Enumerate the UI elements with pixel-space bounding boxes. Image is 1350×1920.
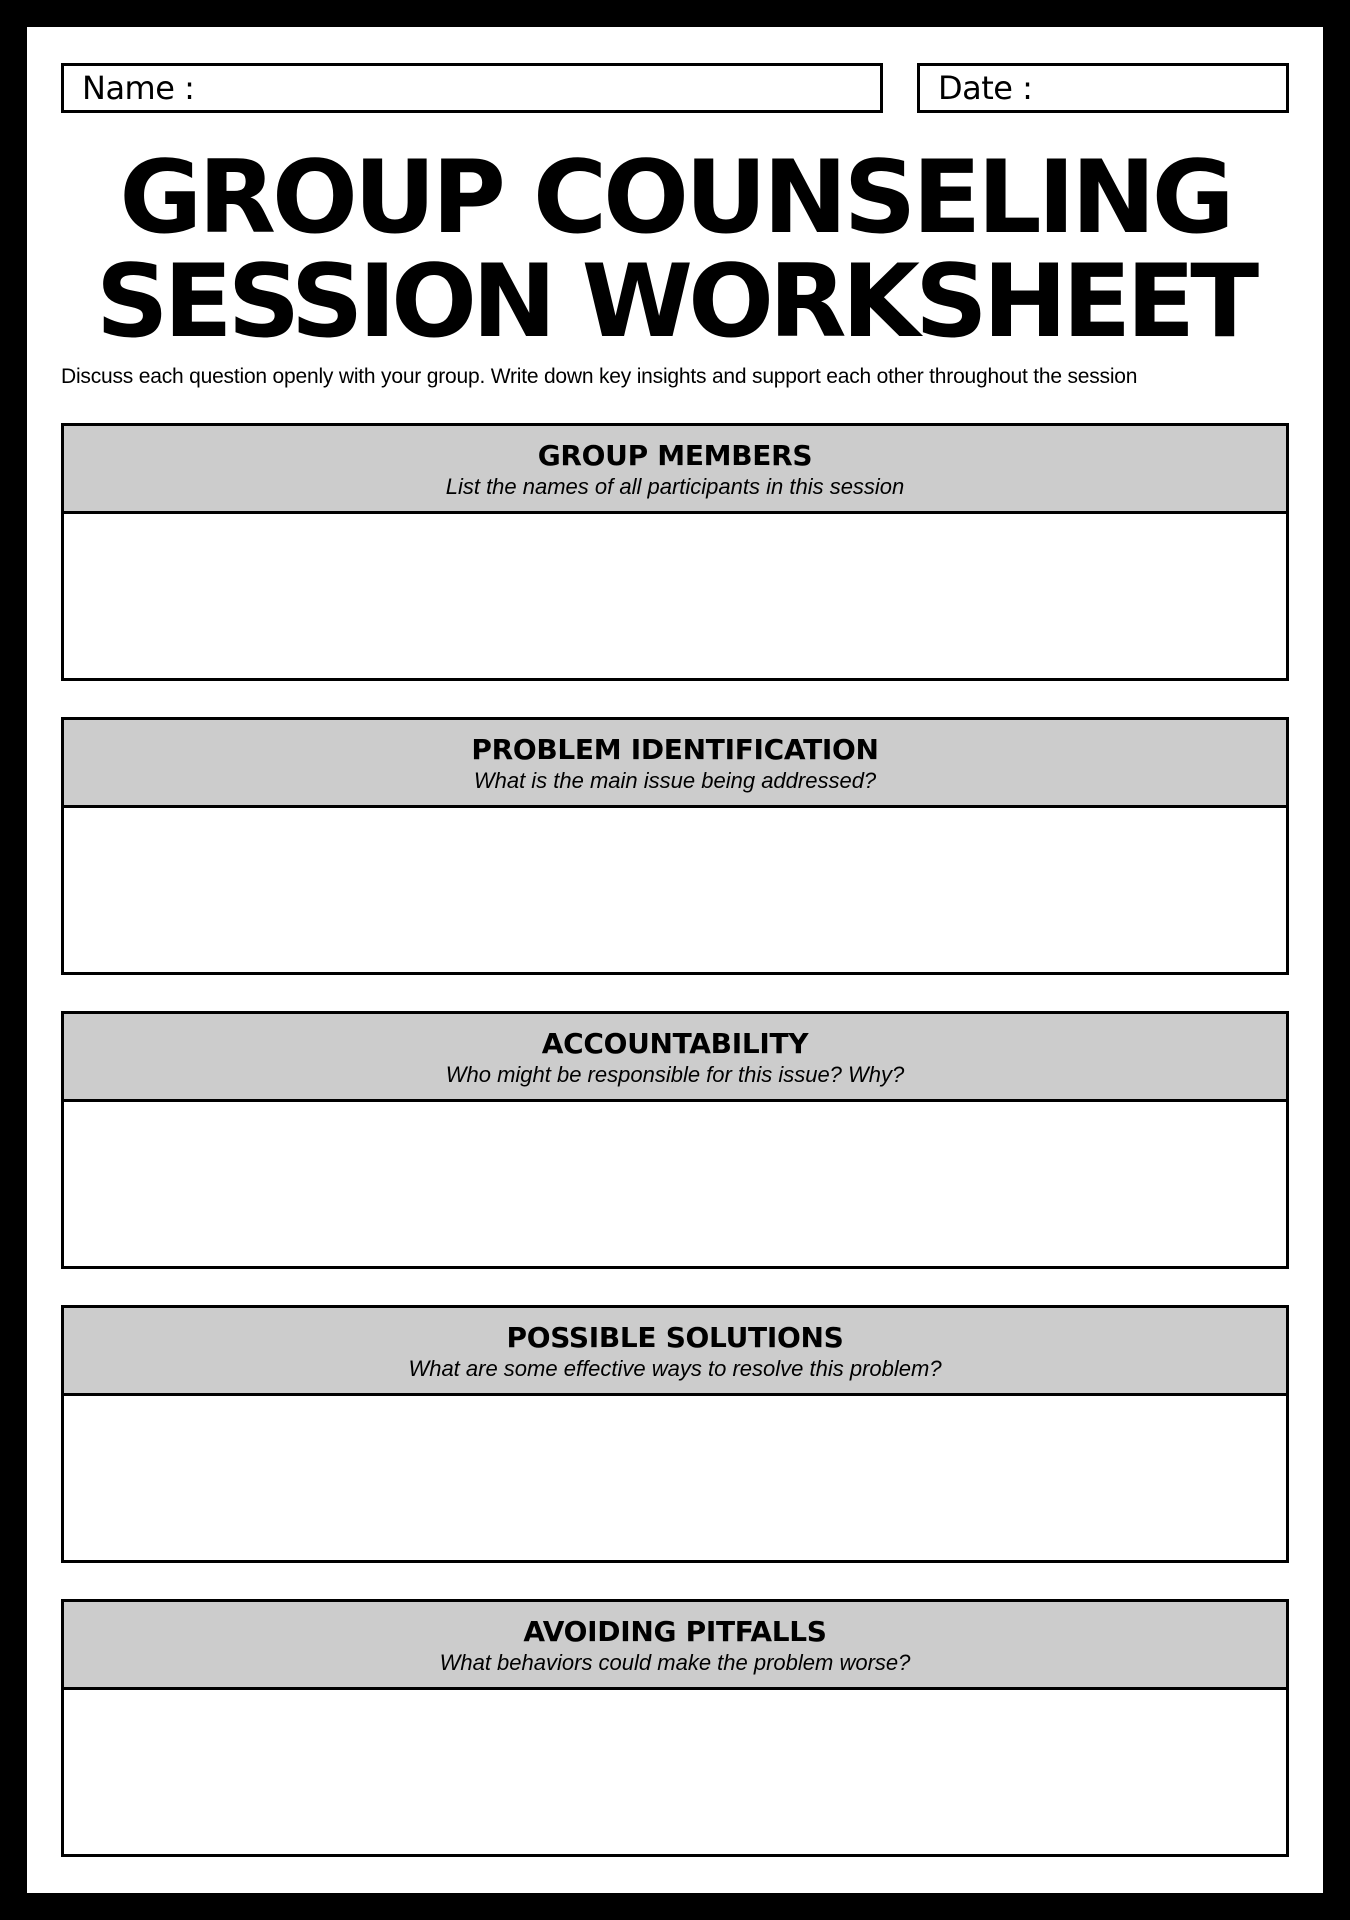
section-prompt: What behaviors could make the problem worse? — [439, 1650, 911, 1675]
section-prompt: List the names of all participants in this session — [445, 474, 905, 499]
name-label: Name : — [82, 69, 195, 107]
section-header — [64, 426, 1286, 514]
section-header — [64, 1602, 1286, 1690]
title-line-2: SESSION WORKSHEET — [95, 242, 1255, 360]
section-title: AVOIDING PITFALLS — [523, 1615, 827, 1648]
section-title: GROUP MEMBERS — [537, 439, 813, 472]
section-group-members — [61, 423, 1289, 681]
section-possible-solutions — [61, 1305, 1289, 1563]
section-prompt: What is the main issue being addressed? — [473, 768, 877, 793]
section-header — [64, 720, 1286, 808]
name-input-area[interactable] — [194, 66, 880, 110]
date-label: Date : — [938, 69, 1033, 107]
problem-identification-answer-area[interactable] — [64, 808, 1286, 972]
worksheet-page — [27, 27, 1323, 1893]
section-accountability — [61, 1011, 1289, 1269]
possible-solutions-answer-area[interactable] — [64, 1396, 1286, 1560]
group-members-answer-area[interactable] — [64, 514, 1286, 678]
section-header — [64, 1014, 1286, 1102]
accountability-answer-area[interactable] — [64, 1102, 1286, 1266]
section-avoiding-pitfalls — [61, 1599, 1289, 1857]
section-header — [64, 1308, 1286, 1396]
section-title: POSSIBLE SOLUTIONS — [506, 1321, 844, 1354]
instructions-text: Discuss each question openly with your group. Write down key insights and support each other throughout the session — [61, 365, 1138, 388]
avoiding-pitfalls-answer-area[interactable] — [64, 1690, 1286, 1854]
worksheet-title — [27, 138, 1323, 360]
date-input-area[interactable] — [1032, 66, 1286, 110]
section-title: ACCOUNTABILITY — [541, 1027, 809, 1060]
name-field[interactable] — [61, 63, 883, 113]
section-prompt: What are some effective ways to resolve this problem? — [408, 1356, 942, 1381]
title-line-1: GROUP COUNSELING — [119, 138, 1231, 256]
date-field[interactable] — [917, 63, 1289, 113]
section-prompt: Who might be responsible for this issue? Why? — [445, 1062, 905, 1087]
section-title: PROBLEM IDENTIFICATION — [471, 733, 879, 766]
section-problem-identification — [61, 717, 1289, 975]
